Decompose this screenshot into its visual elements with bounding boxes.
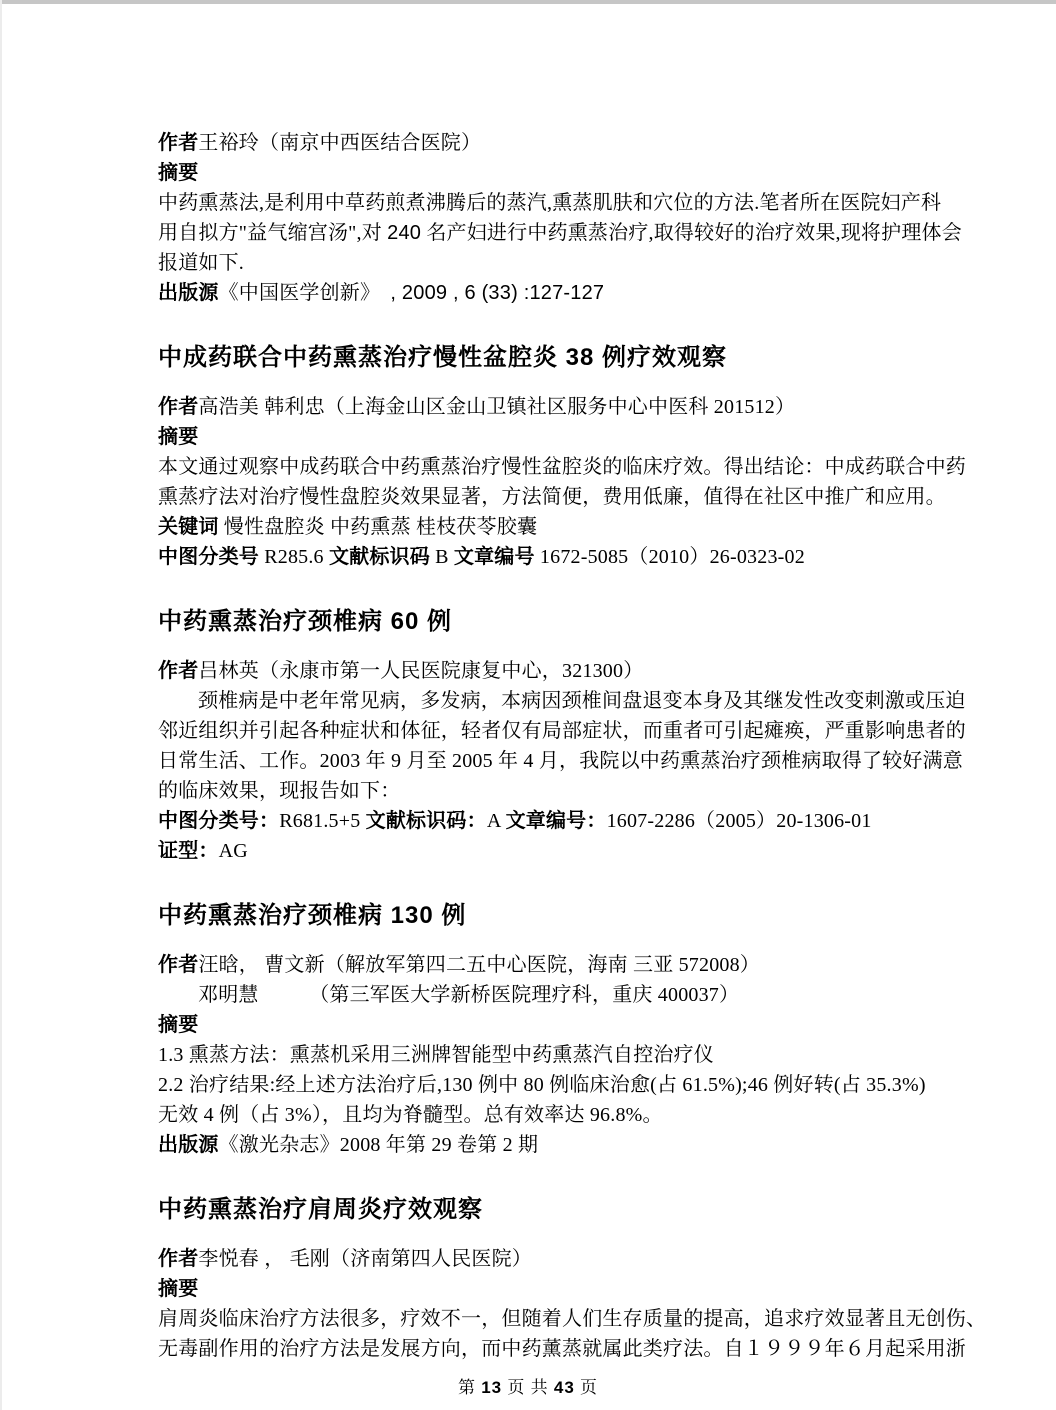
abstract-label-line — [158, 158, 918, 188]
document-page — [158, 128, 987, 1364]
author-names: 吕林英（永康市第一人民医院康复中心，321300） — [198, 660, 644, 682]
author-label: 作者 — [158, 396, 199, 418]
classification-line — [158, 542, 918, 572]
footer-page-total: 43 — [553, 1378, 575, 1397]
doc-code-label: 文献标识码 — [328, 546, 430, 568]
article-id-label: 文章编号 — [453, 546, 535, 568]
abstract-label: 摘要 — [158, 1014, 199, 1036]
citation-numbers: , 2009 , 6 (33) :127-127 — [370, 282, 605, 304]
abstract-text-line — [158, 218, 962, 248]
abstract-label: 摘要 — [158, 1278, 199, 1300]
doc-code-value: B — [429, 546, 454, 568]
abstract-text-line: 无效 4 例（占 3%），且均为脊髓型。总有效率达 96.8%。 — [158, 1104, 663, 1126]
source-line — [158, 278, 918, 308]
syndrome-type-value: AG — [218, 840, 248, 862]
article-title: 中成药联合中药熏蒸治疗慢性盆腔炎 38 例疗效观察 — [158, 344, 728, 371]
article-entry — [158, 898, 926, 1160]
clc-value: R285.6 — [259, 546, 329, 568]
author-line-secondary: 邓明慧 （第三军医大学新桥医院理疗科，重庆 400037） — [198, 984, 740, 1006]
keywords-label: 关键词 — [158, 516, 219, 538]
abstract-label-line — [158, 1010, 918, 1040]
author-names: 汪晗， 曹文新（解放军第四二五中心医院，海南 三亚 572008） — [198, 954, 761, 976]
viewer-left-edge — [0, 0, 2, 1410]
author-line — [158, 656, 918, 686]
article-title: 中药熏蒸治疗颈椎病 60 例 — [158, 608, 453, 635]
article-entry — [158, 340, 966, 572]
author-names: 王裕玲（南京中西医结合医院） — [198, 132, 482, 154]
footer-page-current: 13 — [481, 1378, 503, 1397]
doc-code-label: 文献标识码： — [365, 810, 487, 832]
article-id-label: 文章编号： — [505, 810, 607, 832]
abstract-text-line: 2.2 治疗结果:经上述方法治疗后,130 例中 80 例临床治愈(占 61.5%);46 例好转(占 35.3%) — [158, 1074, 926, 1096]
abstract-label-line — [158, 1274, 918, 1304]
author-label: 作者 — [158, 660, 199, 682]
classification-line — [158, 806, 918, 836]
author-line — [158, 392, 918, 422]
author-label: 作者 — [158, 954, 199, 976]
source-line — [158, 1130, 918, 1160]
author-label: 作者 — [158, 1248, 199, 1270]
footer-text: 页 — [574, 1378, 599, 1397]
author-names: 李悦春 ， 毛刚（济南第四人民医院） — [198, 1248, 533, 1270]
author-line — [158, 1244, 918, 1274]
abstract-text-line: 邻近组织并引起各种症状和体征，轻者仅有局部症状，而重者可引起瘫痪，严重影响患者的 — [158, 720, 966, 742]
journal-name: 《中国医学创新》 — [218, 282, 371, 304]
author-names: 高浩美 韩利忠（上海金山区金山卫镇社区服务中心中医科 201512） — [198, 396, 796, 418]
syndrome-type-line — [158, 836, 918, 866]
text-run: 用自拟方"益气缩宫汤",对 — [158, 222, 388, 244]
abstract-label-line — [158, 422, 918, 452]
page-footer — [0, 1375, 1056, 1401]
author-line — [158, 950, 918, 980]
abstract-text-line: 日常生活、工作。2003 年 9 月至 2005 年 4 月，我院以中药熏蒸治疗颈椎病取得了较好满意 — [158, 750, 963, 772]
doc-code-value: A — [486, 810, 506, 832]
author-label: 作者 — [158, 132, 199, 154]
abstract-text-line: 1.3 熏蒸方法：熏蒸机采用三洲牌智能型中药熏蒸汽自控治疗仪 — [158, 1044, 714, 1066]
abstract-text-line: 熏蒸疗法对治疗慢性盘腔炎效果显著，方法简便，费用低廉，值得在社区中推广和应用。 — [158, 486, 946, 508]
author-line — [158, 128, 918, 158]
abstract-text-line: 肩周炎临床治疗方法很多，疗效不一，但随着人们生存质量的提高，追求疗效显著且无创伤、 — [158, 1308, 987, 1330]
syndrome-type-label: 证型： — [158, 840, 219, 862]
article-entry — [158, 1192, 987, 1364]
keywords-line — [158, 512, 918, 542]
article-title: 中药熏蒸治疗颈椎病 130 例 — [158, 902, 467, 929]
abstract-text-line: 本文通过观察中成药联合中药熏蒸治疗慢性盆腔炎的临床疗效。得出结论：中成药联合中药 — [158, 456, 966, 478]
clc-label: 中图分类号： — [158, 810, 280, 832]
clc-value: R681.5+5 — [279, 810, 366, 832]
abstract-text-line: 无毒副作用的治疗方法是发展方向，而中药薰蒸就属此类疗法。自１９９９年６月起采用浙 — [158, 1338, 966, 1360]
footer-text: 第 — [457, 1378, 482, 1397]
source-label: 出版源 — [158, 282, 219, 304]
keywords-values: 慢性盘腔炎 中药熏蒸 桂枝茯苓胶囊 — [218, 516, 538, 538]
article-title: 中药熏蒸治疗肩周炎疗效观察 — [158, 1196, 483, 1223]
abstract-label: 摘要 — [158, 426, 199, 448]
abstract-text-line: 中药熏蒸法,是利用中草药煎煮沸腾后的蒸汽,熏蒸肌肤和穴位的方法.笔者所在医院妇产科 — [158, 192, 942, 214]
clc-label: 中图分类号 — [158, 546, 259, 568]
footer-text: 页 共 — [502, 1378, 554, 1397]
number-run: 240 — [387, 222, 422, 244]
article-id-value: 1607-2286（2005）20-1306-01 — [606, 810, 872, 832]
journal-name: 《激光杂志》2008 年第 29 卷第 2 期 — [218, 1134, 539, 1156]
abstract-text-line: 的临床效果，现报告如下： — [158, 780, 401, 802]
viewer-top-edge — [0, 0, 1056, 4]
abstract-text-line: 颈椎病是中老年常见病，多发病，本病因颈椎间盘退变本身及其继发性改变刺激或压迫 — [198, 690, 966, 712]
article-entry — [158, 604, 966, 866]
abstract-label: 摘要 — [158, 162, 199, 184]
text-run: 名产妇进行中药熏蒸治疗,取得较好的治疗效果,现将护理体会 — [421, 222, 962, 244]
article-id-value: 1672-5085（2010）26-0323-02 — [534, 546, 805, 568]
source-label: 出版源 — [158, 1134, 219, 1156]
article-entry — [158, 128, 962, 308]
abstract-text-line: 报道如下. — [158, 252, 244, 274]
